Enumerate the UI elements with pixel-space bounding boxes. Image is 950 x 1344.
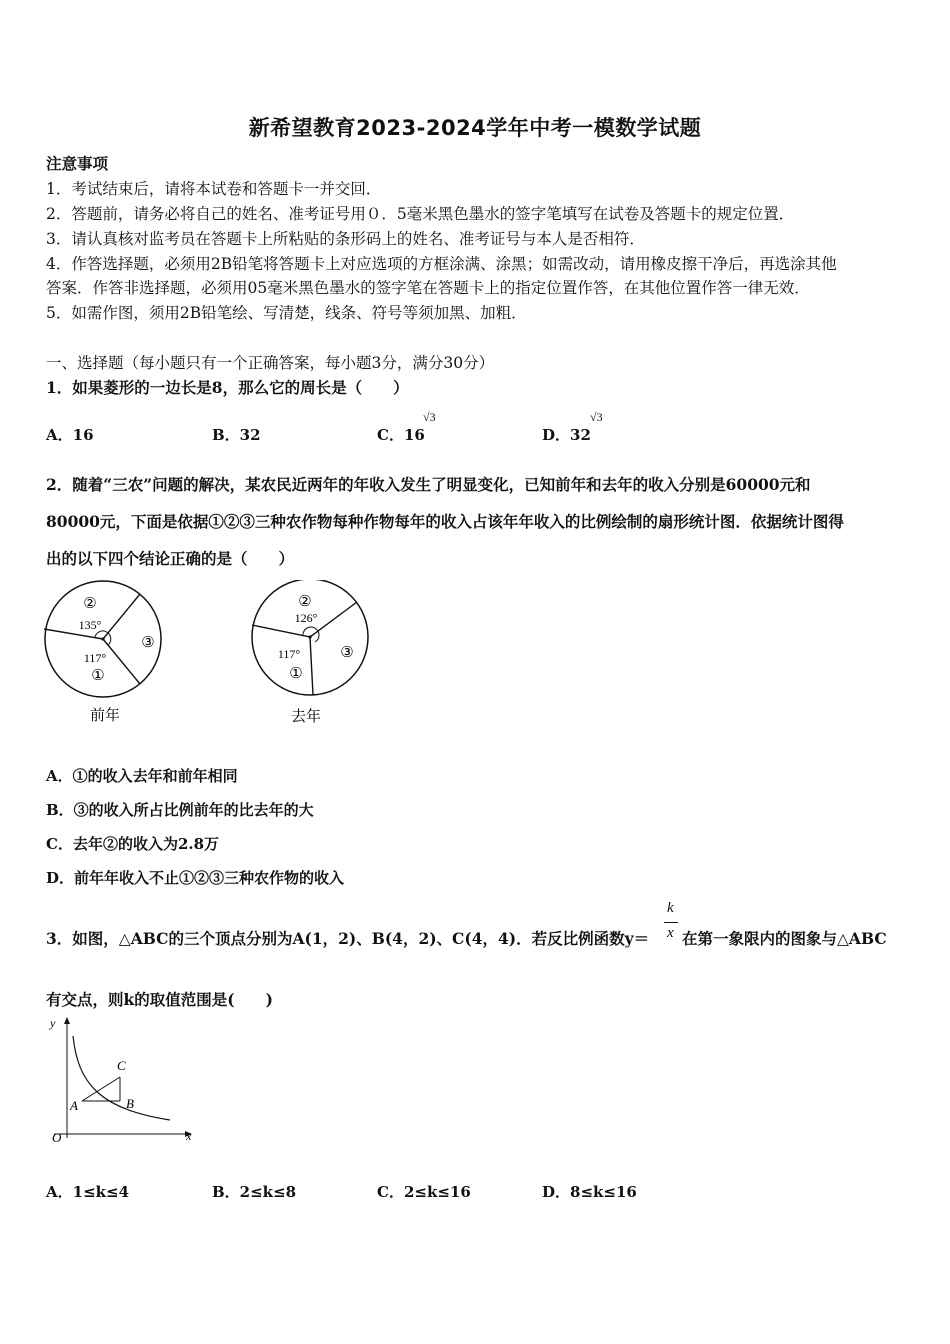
angle-label-126: 126° (294, 611, 318, 625)
y-axis-arrow (64, 1017, 70, 1024)
question-2-line: 2．随着“三农”问题的解决，某农民近两年的年收入发生了明显变化，已知前年和去年的收入分别是60000元和 (46, 475, 811, 494)
point-c-label: C (117, 1058, 126, 1073)
q2-option-c: C．去年②的收入为2.8万 (46, 835, 220, 853)
q1-option-b: B．32 (212, 426, 261, 444)
notice-item: 2．答题前，请务必将自己的姓名、准考证号用０．5毫米黑色墨水的签字笔填写在试卷及答题卡的规定位置． (46, 205, 795, 223)
origin-label: O (52, 1130, 62, 1145)
angle-arc (303, 627, 319, 642)
question-3-stem: 3．如图，△ABC的三个顶点分别为A(1，2)、B(4，2)、C(4，4)．若反比例函数y＝ (46, 929, 650, 948)
pie-divider (103, 594, 140, 639)
point-b-label: B (126, 1096, 134, 1111)
pie-divider (103, 639, 140, 684)
section-heading: 一、选择题（每小题只有一个正确答案，每小题3分，满分30分） (46, 354, 495, 372)
pie-divider (252, 625, 310, 637)
q1-option-a: A．16 (46, 426, 94, 444)
q2-option-b: B．③的收入所占比例前年的比去年的大 (46, 801, 314, 819)
q1-option-d: D．32 (542, 426, 591, 444)
pie-title-last-year: 去年 (290, 709, 322, 725)
notice-item: 1．考试结束后，请将本试卷和答题卡一并交回． (46, 180, 382, 198)
q3-option-b: B．2≤k≤8 (212, 1183, 297, 1201)
notice-item: 答案．作答非选择题，必须用05毫米黑色墨水的签字笔在答题卡上的指定位置作答，在其他位置作答一律无效． (46, 279, 810, 297)
pie-label-1: ① (91, 668, 105, 684)
question-2-line: 80000元，下面是依据①②③三种农作物每种作物每年的收入占该年年收入的比例绘制的扇形统计图．依据统计图得 (46, 512, 844, 531)
pie-label-1: ① (289, 666, 303, 682)
fraction-denominator: x (667, 925, 674, 941)
pie-label-3: ③ (141, 635, 155, 651)
question-2-line: 出的以下四个结论正确的是（ ） (46, 549, 295, 568)
fraction-numerator: k (667, 900, 674, 916)
point-a-label: A (70, 1098, 78, 1113)
hyperbola-graph (40, 1014, 200, 1150)
pie-chart-last-year (245, 580, 377, 728)
question-1-stem: 1．如果菱形的一边长是8，那么它的周长是（ ） (46, 378, 409, 397)
question-3-stem-cont: 有交点，则k的取值范围是( ) (46, 990, 273, 1009)
q3-option-d: D．8≤k≤16 (542, 1183, 637, 1201)
q2-option-d: D．前年年收入不止①②③三种农作物的收入 (46, 869, 345, 887)
notice-item: 3．请认真核对监考员在答题卡上所粘贴的条形码上的姓名、准考证号与本人是否相符． (46, 230, 645, 248)
fraction-bar (664, 922, 678, 923)
q3-option-a: A．1≤k≤4 (46, 1183, 130, 1201)
pie-label-3: ③ (340, 645, 354, 661)
x-axis-label: x (186, 1129, 192, 1143)
question-3-stem-cont: 在第一象限内的图象与△ABC (682, 929, 887, 948)
pie-label-2: ② (83, 596, 97, 612)
sqrt3-c: √3 (423, 410, 436, 424)
q3-option-c: C．2≤k≤16 (377, 1183, 471, 1201)
pie-label-2: ② (298, 594, 312, 610)
notice-heading: 注意事项 (46, 154, 109, 173)
y-axis-label: y (50, 1016, 56, 1030)
notice-item: 4．作答选择题，必须用2B铅笔将答题卡上对应选项的方框涂满、涂黑；如需改动，请用橡皮擦干净后，再选涂其他 (46, 255, 837, 273)
pie-divider (310, 637, 313, 695)
hyperbola-curve (73, 1036, 170, 1120)
pie-center (101, 637, 104, 640)
q2-option-a: A．①的收入去年和前年相同 (46, 767, 238, 785)
pie-chart-prior-year (38, 580, 168, 728)
pie-center (308, 635, 311, 638)
angle-label-117: 117° (277, 647, 301, 661)
pie-title-prior-year: 前年 (89, 708, 121, 724)
sqrt3-d: √3 (590, 410, 603, 424)
notice-item: 5．如需作图，须用2B铅笔绘、写清楚，线条、符号等须加黑、加粗． (46, 304, 527, 322)
angle-label-117: 117° (83, 651, 107, 665)
angle-label-135: 135° (78, 618, 102, 632)
q1-option-c: C．16 (377, 426, 425, 444)
page-title: 新希望教育2023-2024学年中考一模数学试题 (248, 116, 702, 140)
